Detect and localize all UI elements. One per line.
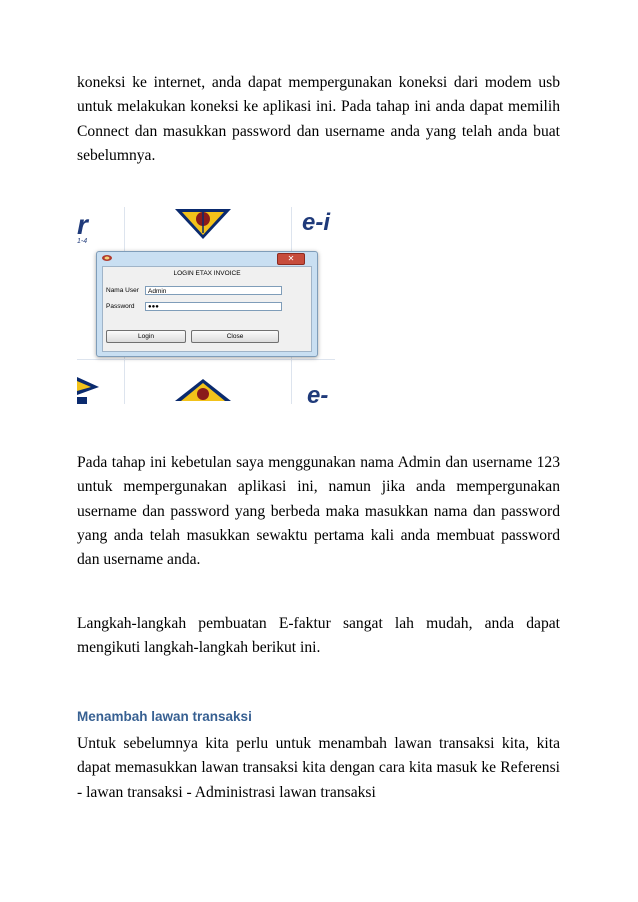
login-button[interactable]: Login [106,330,186,343]
kemenkeu-emblem-bottom-icon [175,379,231,404]
wallpaper-subtext: 1-4 [77,238,88,245]
dialog-titlebar[interactable] [97,252,317,265]
wallpaper-divider [77,359,335,360]
window-close-button[interactable]: ✕ [277,253,305,265]
wallpaper-letter-r: r [77,209,88,240]
password-label: Password [106,303,135,310]
password-input[interactable]: ●●● [145,302,282,311]
app-icon [102,255,112,261]
username-label: Nama User [106,287,139,294]
dialog-content [102,266,312,352]
username-input[interactable]: Admin [145,286,282,295]
flag-shape-icon [77,377,99,404]
intro-paragraph: koneksi ke internet, anda dapat mempergunakan koneksi dari modem usb untuk melakukan koneksi ke aplikasi ini. Pada tahap ini anda dapat memilih Connect dan masukkan password dan username anda yang telah anda buat sebelumnya. [77,74,560,164]
kemenkeu-emblem-icon [175,207,231,241]
steps-intro-paragraph: Langkah-langkah pembuatan E-faktur sangat lah mudah, anda dapat mengikuti langkah-langkah berikut ini. [77,615,560,657]
dialog-title: LOGIN ETAX INVOICE [173,270,241,277]
wallpaper-letter-e-top: e-i [302,209,331,236]
close-button[interactable]: Close [191,330,279,343]
section-heading: Menambah lawan transaksi [77,709,252,724]
explanation-paragraph: Pada tahap ini kebetulan saya menggunakan nama Admin dan username 123 untuk mempergunakan aplikasi ini, namun jika anda mempergunakan username dan password yang berbeda maka masukkan nama dan password yang anda telah masukkan sewaktu pertama kali anda membuat password dan username anda. [77,454,560,569]
wallpaper-letter-e-bottom: e- [307,382,329,404]
section-body-paragraph: Untuk sebelumnya kita perlu untuk menambah lawan transaksi kita, kita dapat memasukkan lawan transaksi kita dengan cara kita masuk ke Referensi - lawan transaksi - Administrasi lawan transaksi [77,735,560,801]
login-screenshot [77,207,335,404]
login-dialog [96,251,318,357]
